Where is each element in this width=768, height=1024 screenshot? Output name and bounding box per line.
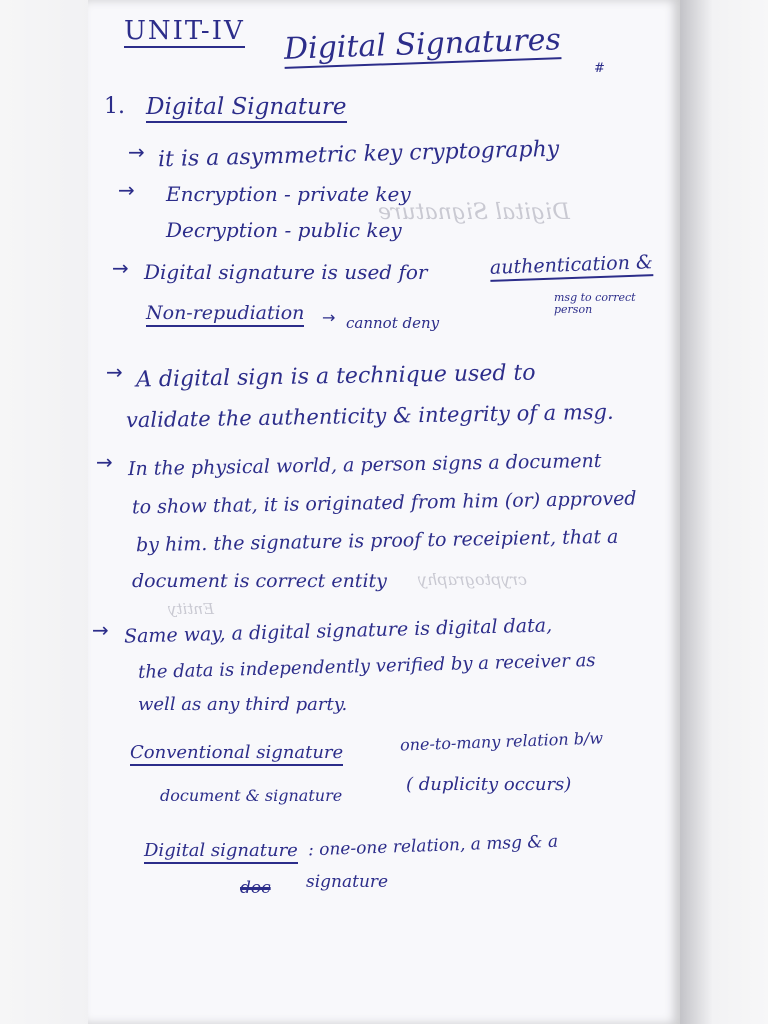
note-line: : one-one relation, a msg & a bbox=[307, 831, 559, 861]
note-line: one-to-many relation b/w bbox=[399, 728, 604, 755]
arrow-icon: → bbox=[96, 450, 113, 474]
arrow-icon: → bbox=[118, 178, 135, 202]
note-line: by him. the signature is proof to receipient, that a bbox=[135, 525, 619, 557]
bleed-through-text: cryptography bbox=[418, 570, 527, 589]
bleed-through-text: Entity bbox=[168, 600, 214, 618]
note-line: Decryption - public key bbox=[166, 218, 402, 242]
note-line: signature bbox=[306, 872, 389, 892]
corner-mark: # bbox=[594, 61, 605, 76]
arrow-icon: → bbox=[128, 140, 145, 164]
bleed-through-text: Digital Signature bbox=[378, 200, 570, 225]
note-underlined: authentication & bbox=[490, 253, 654, 282]
note-line: Same way, a digital signature is digital data, bbox=[123, 614, 553, 648]
page-title: Digital Signatures bbox=[283, 22, 562, 67]
struck-word: doc bbox=[240, 878, 271, 898]
note-line: Encryption - private key bbox=[166, 182, 411, 206]
page-edge-shadow bbox=[676, 0, 768, 1024]
arrow-icon: → bbox=[322, 308, 336, 327]
arrow-icon: → bbox=[106, 360, 123, 384]
note-line: the data is independently verified by a receiver as bbox=[137, 650, 596, 683]
arrow-icon: → bbox=[112, 256, 129, 280]
note-line: cannot deny bbox=[346, 314, 440, 332]
section-number: 1. bbox=[104, 94, 125, 119]
left-margin bbox=[0, 0, 92, 1024]
note-line: well as any third party. bbox=[138, 694, 348, 715]
note-line: validate the authenticity & integrity of a msg. bbox=[125, 399, 614, 433]
margin-note: msg to correct person bbox=[554, 291, 636, 317]
note-underlined: Conventional signature bbox=[130, 744, 343, 766]
note-line: document is correct entity bbox=[132, 570, 387, 592]
note-underlined: Non-repudiation bbox=[146, 304, 304, 327]
section-heading: Digital Signature bbox=[146, 96, 347, 123]
notebook-page bbox=[88, 0, 680, 1024]
note-line: Digital signature is used for bbox=[144, 260, 428, 284]
note-line: In the physical world, a person signs a document bbox=[127, 449, 602, 481]
arrow-icon: → bbox=[92, 618, 109, 642]
note-line: document & signature bbox=[160, 786, 343, 805]
note-line: ( duplicity occurs) bbox=[406, 774, 572, 795]
note-underlined: Digital signature bbox=[144, 842, 298, 864]
note-line: A digital sign is a technique used to bbox=[135, 360, 536, 393]
note-line: to show that, it is originated from him (or) approved bbox=[131, 487, 637, 519]
unit-title: UNIT-IV bbox=[124, 16, 245, 46]
note-line: it is a asymmetric key cryptography bbox=[157, 136, 560, 173]
